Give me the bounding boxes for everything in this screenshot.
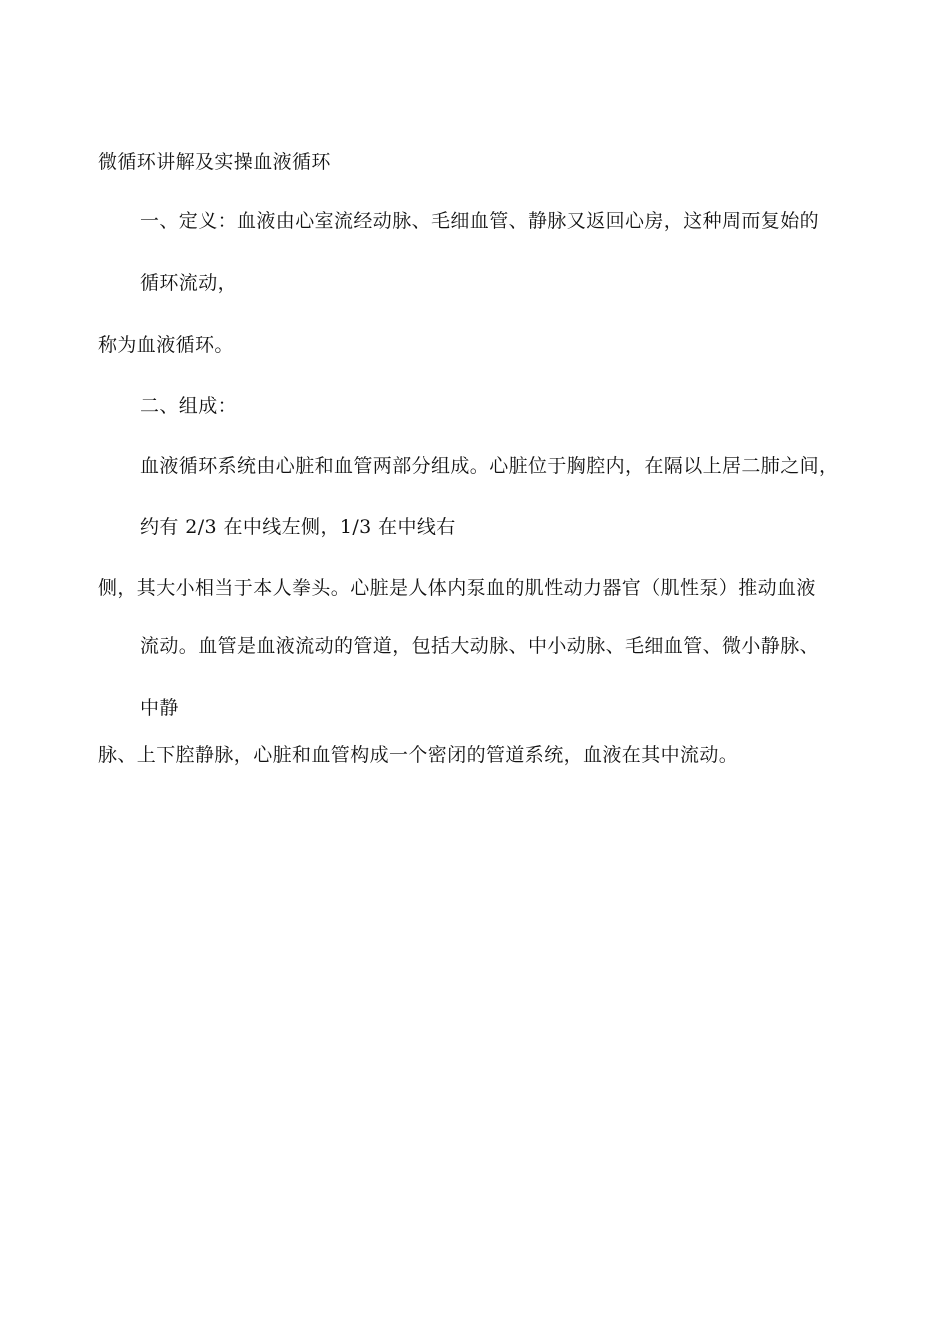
composition-paragraph-line: 约有 2/3 在中线左侧，1/3 在中线右	[140, 516, 456, 538]
composition-paragraph-line: 脉、上下腔静脉，心脏和血管构成一个密闭的管道系统，血液在其中流动。	[98, 744, 739, 766]
composition-heading: 二、组成：	[140, 395, 238, 417]
composition-paragraph-line: 侧，其大小相当于本人拳头。心脏是人体内泵血的肌性动力器官（肌性泵）推动血液	[98, 577, 816, 599]
definition-end-line: 称为血液循环。	[98, 334, 234, 356]
composition-paragraph-line: 中静	[140, 697, 179, 719]
definition-heading-line: 一、定义：血液由心室流经动脉、毛细血管、静脉又返回心房，这种周而复始的	[140, 210, 820, 232]
definition-continuation-line: 循环流动，	[140, 272, 238, 294]
composition-paragraph-line: 流动。血管是血液流动的管道，包括大动脉、中小动脉、毛细血管、微小静脉、	[140, 635, 820, 657]
composition-paragraph-line: 血液循环系统由心脏和血管两部分组成。心脏位于胸腔内，在隔以上居二肺之间，	[140, 455, 839, 477]
document-title: 微循环讲解及实操血液循环	[98, 151, 331, 173]
